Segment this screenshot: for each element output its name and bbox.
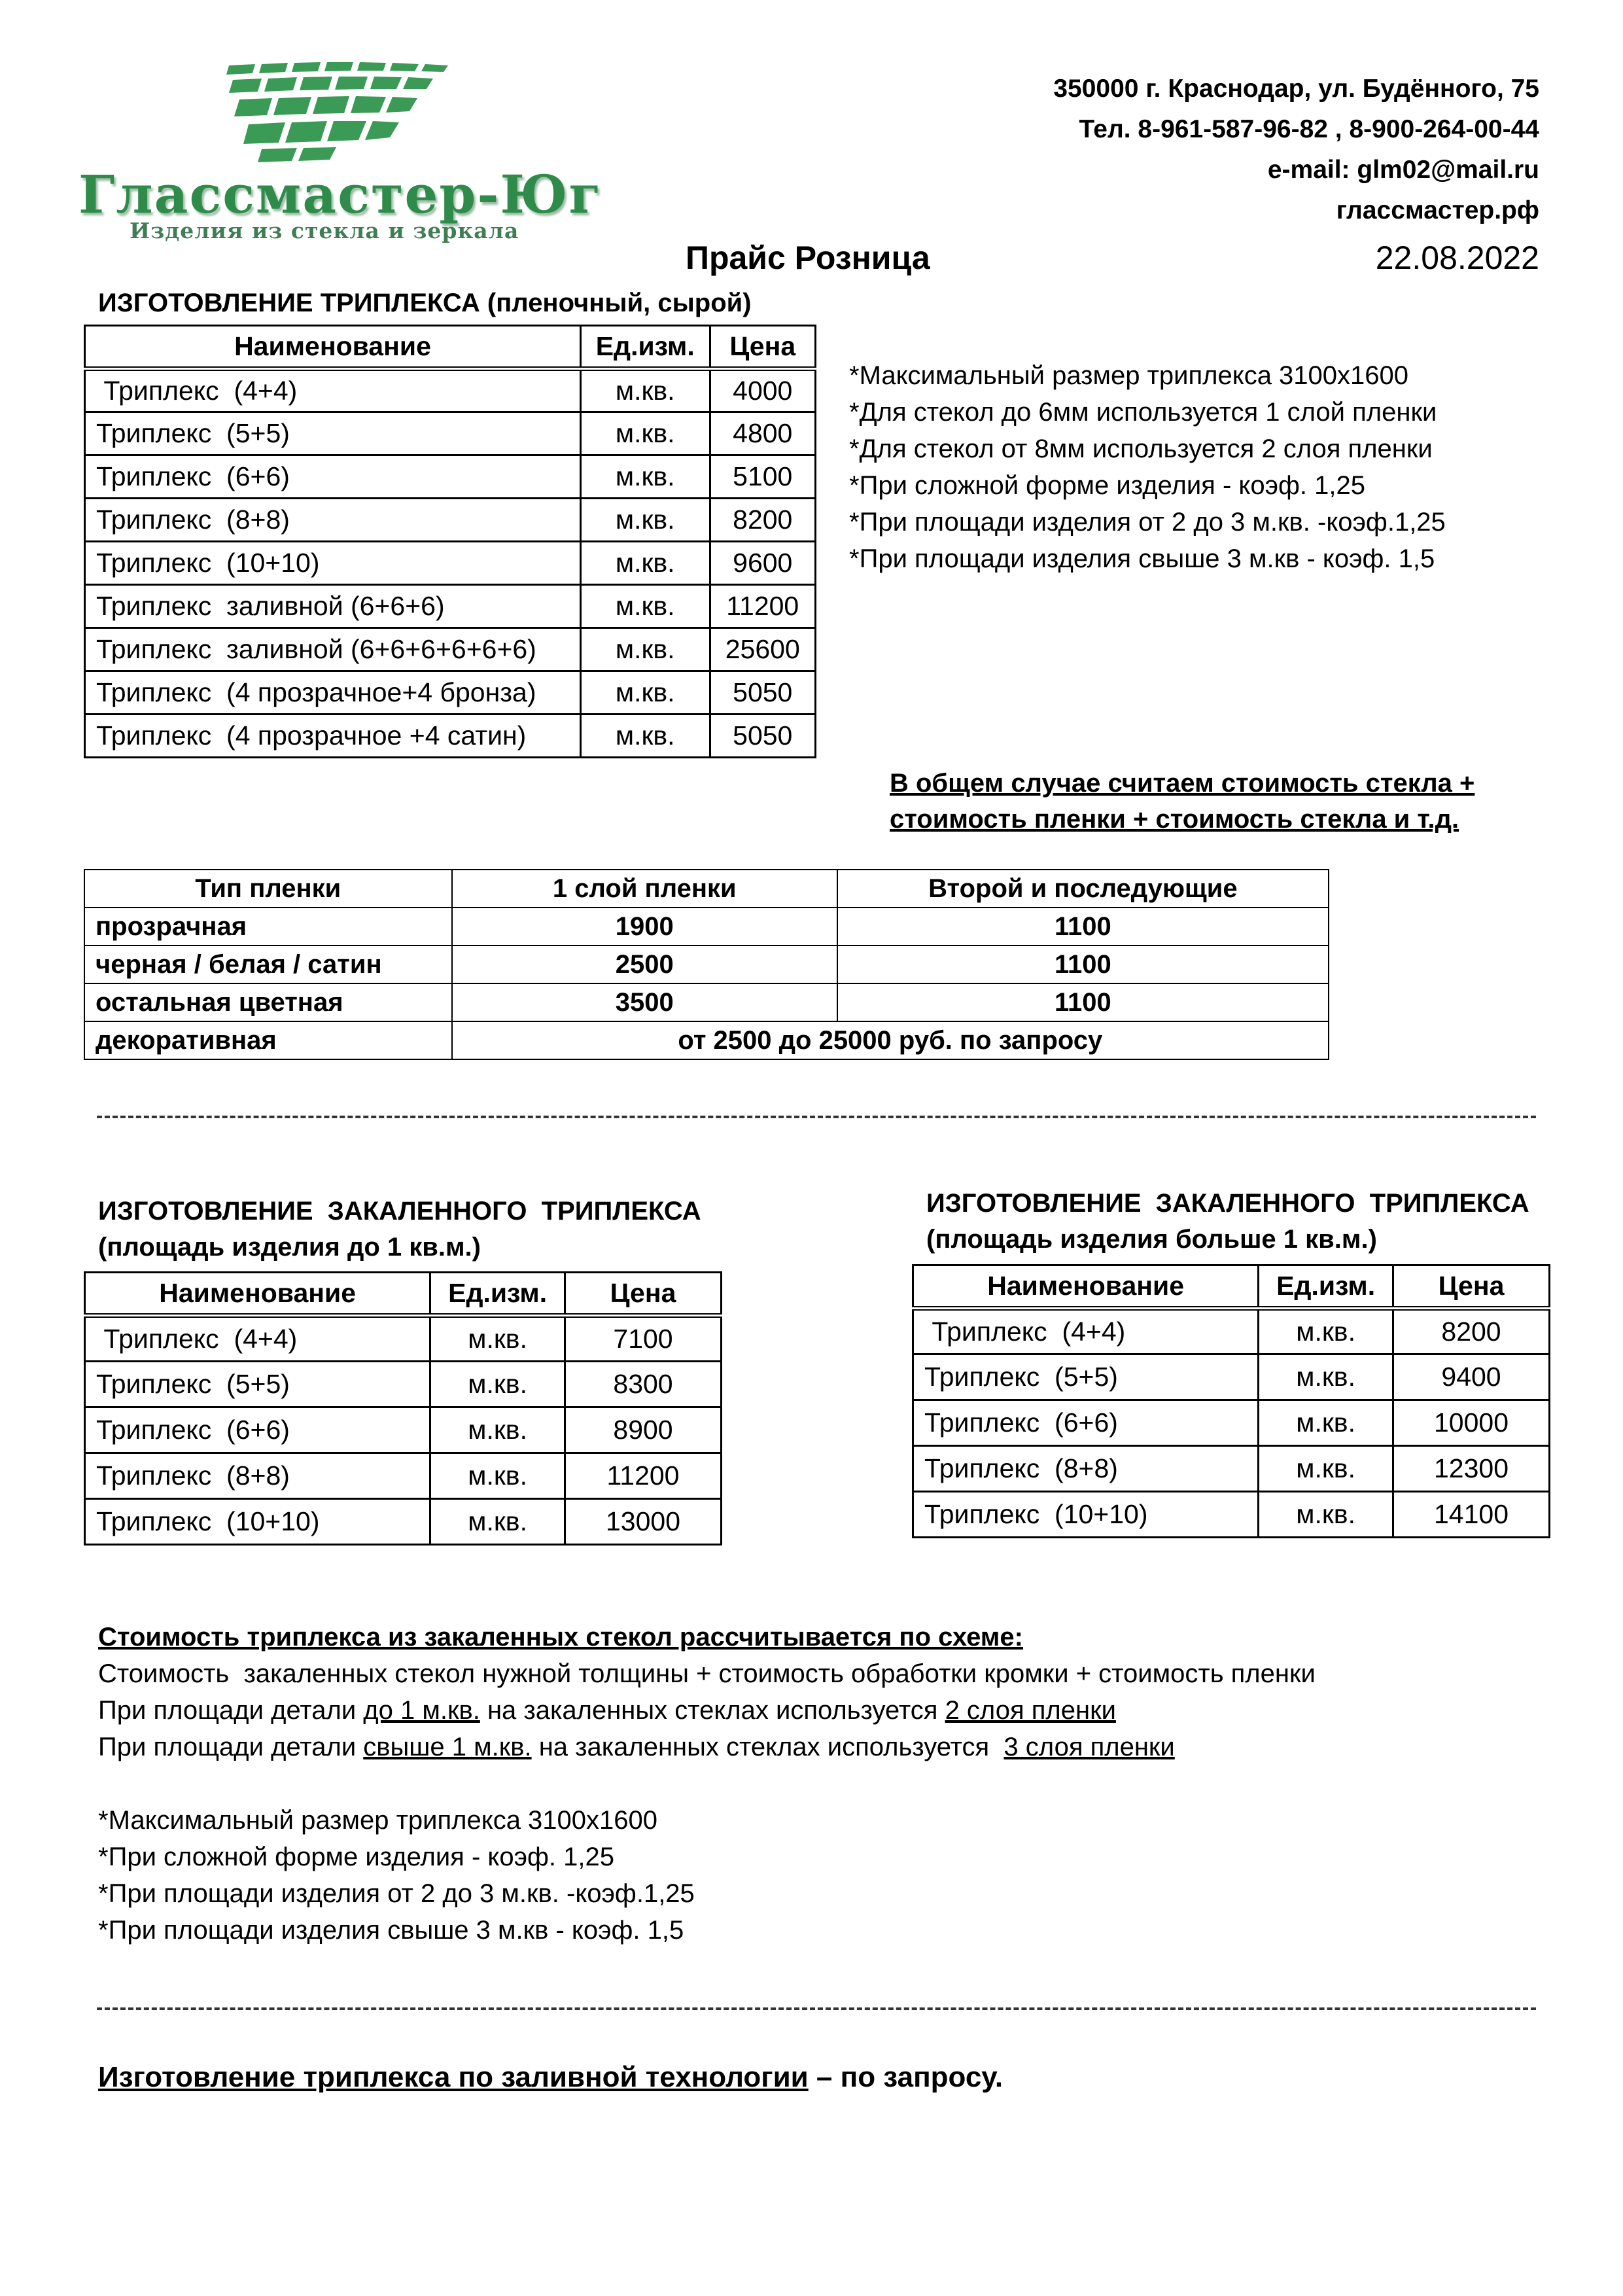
product-name: Триплекс (10+10) [85, 1499, 430, 1545]
product-name: Триплекс (5+5) [85, 1362, 430, 1407]
unit: м.кв. [580, 715, 710, 758]
phone: Тел. 8-961-587-96-82 , 8-900-264-00-44 [1079, 115, 1539, 143]
product-name: Триплекс (4 прозрачное+4 бронза) [85, 671, 581, 715]
text-span: на закаленных стеклах используется [480, 1696, 945, 1725]
product-name: Триплекс (8+8) [85, 1453, 430, 1499]
scheme-line: Стоимость закаленных стекол нужной толщины + стоимость обработки кромки + стоимость пленки [98, 1659, 1316, 1688]
text-span: свыше 1 м.кв. [363, 1733, 532, 1761]
unit: м.кв. [580, 585, 710, 628]
note: *При сложной форме изделия - коэф. 1,25 [98, 1843, 614, 1871]
table-row [85, 671, 816, 715]
product-name: Триплекс (4 прозрачное +4 сатин) [85, 715, 581, 758]
unit: м.кв. [1259, 1354, 1393, 1400]
email[interactable]: e-mail: glm02@mail.ru [1267, 156, 1539, 184]
product-name: Триплекс (10+10) [85, 542, 581, 585]
product-name: Триплекс (6+6) [85, 1407, 430, 1453]
tempered-large-title [926, 1186, 1529, 1258]
scheme-line [98, 1729, 1316, 1765]
first-layer-price: 1900 [452, 908, 837, 945]
section-title-line: (площадь изделия больше 1 кв.м.) [926, 1225, 1377, 1254]
table-row [85, 412, 816, 455]
price: 8900 [565, 1407, 722, 1453]
price: 12300 [1393, 1446, 1550, 1492]
column-header: Наименование [85, 326, 581, 369]
decor-price: от 2500 до 25000 руб. по запросу [452, 1021, 1329, 1059]
text-span: до 1 м.кв. [363, 1696, 480, 1725]
price: 7100 [565, 1316, 722, 1362]
price: 11200 [710, 585, 816, 628]
next-layer-price: 1100 [837, 983, 1329, 1021]
text-span: При площади детали [98, 1696, 364, 1725]
unit: м.кв. [1259, 1400, 1393, 1446]
text-span: 2 слоя пленки [945, 1696, 1116, 1725]
tempered-large-table [912, 1264, 1550, 1538]
price: 4000 [710, 369, 816, 412]
unit: м.кв. [430, 1499, 565, 1545]
column-header: Наименование [85, 1273, 430, 1316]
film-type: декоративная [84, 1021, 452, 1059]
section-divider [97, 2007, 1536, 2010]
product-name: Триплекс (4+4) [85, 1316, 430, 1362]
column-header: Цена [1393, 1265, 1550, 1309]
price: 5050 [710, 671, 816, 715]
table-row [85, 369, 816, 412]
scheme-block [98, 1619, 1316, 1765]
first-layer-price: 3500 [452, 983, 837, 1021]
table-row [84, 908, 1329, 945]
product-name: Триплекс (6+6) [913, 1400, 1259, 1446]
unit: м.кв. [580, 542, 710, 585]
table-row [913, 1400, 1550, 1446]
tempered-small-title [98, 1193, 701, 1265]
table-header-row [84, 870, 1329, 908]
price: 9400 [1393, 1354, 1550, 1400]
note: *При площади изделия от 2 до 3 м.кв. -коэф.1,25 [98, 1879, 695, 1908]
note: *При площади изделия свыше 3 м.кв - коэф. 1,5 [98, 1916, 684, 1945]
column-header: Цена [710, 326, 816, 369]
film-triplex-notes [849, 357, 1446, 577]
unit: м.кв. [580, 628, 710, 671]
unit: м.кв. [430, 1316, 565, 1362]
table-row [85, 542, 816, 585]
film-triplex-table [84, 325, 816, 758]
note: *Для стекол от 8мм используется 2 слоя пленки [849, 434, 1433, 463]
column-header: Ед.изм. [1259, 1265, 1393, 1309]
product-name: Триплекс (4+4) [85, 369, 581, 412]
unit: м.кв. [1259, 1492, 1393, 1538]
table-row [913, 1354, 1550, 1400]
general-calculation-note [890, 766, 1475, 838]
table-header-row [85, 326, 816, 369]
table-row [85, 499, 816, 542]
column-header: Второй и последующие [837, 870, 1329, 908]
table-row [913, 1492, 1550, 1538]
film-triplex-title: ИЗГОТОВЛЕНИЕ ТРИПЛЕКСА (пленочный, сырой) [98, 289, 752, 317]
unit: м.кв. [1259, 1446, 1393, 1492]
price: 5050 [710, 715, 816, 758]
column-header: 1 слой пленки [452, 870, 837, 908]
table-row [85, 455, 816, 499]
product-name: Триплекс (5+5) [913, 1354, 1259, 1400]
table-header-row [85, 1273, 722, 1316]
address: 350000 г. Краснодар, ул. Будённого, 75 [1053, 75, 1539, 103]
price: 4800 [710, 412, 816, 455]
contacts-block [1053, 69, 1539, 231]
unit: м.кв. [1259, 1309, 1393, 1354]
page-title: Прайс Розница [686, 239, 930, 276]
table-row [84, 945, 1329, 983]
table-row [84, 983, 1329, 1021]
table-row [84, 1021, 1329, 1059]
section-divider [97, 1116, 1536, 1118]
table-header-row [913, 1265, 1550, 1309]
price: 11200 [565, 1453, 722, 1499]
unit: м.кв. [580, 671, 710, 715]
note: *При площади изделия от 2 до 3 м.кв. -коэф.1,25 [849, 508, 1446, 537]
price: 10000 [1393, 1400, 1550, 1446]
text-span: на закаленных стеклах используется [531, 1733, 1004, 1761]
scheme-notes [98, 1802, 695, 1949]
next-layer-price: 1100 [837, 945, 1329, 983]
film-type: остальная цветная [84, 983, 452, 1021]
product-name: Триплекс (4+4) [913, 1309, 1259, 1354]
section-title-line: (площадь изделия до 1 кв.м.) [98, 1233, 481, 1262]
price: 13000 [565, 1499, 722, 1545]
unit: м.кв. [430, 1407, 565, 1453]
price: 25600 [710, 628, 816, 671]
price: 5100 [710, 455, 816, 499]
glass-tiles-icon [72, 59, 589, 164]
text-span: 3 слоя пленки [1003, 1733, 1175, 1761]
film-types-table [84, 869, 1329, 1060]
document-date: 22.08.2022 [1375, 239, 1539, 276]
column-header: Ед.изм. [430, 1273, 565, 1316]
price: 14100 [1393, 1492, 1550, 1538]
unit: м.кв. [430, 1453, 565, 1499]
product-name: Триплекс (8+8) [85, 499, 581, 542]
table-row [85, 1316, 722, 1362]
film-type: черная / белая / сатин [84, 945, 452, 983]
table-row [85, 715, 816, 758]
general-note-line: В общем случае считаем стоимость стекла + [890, 769, 1475, 798]
scheme-heading: Стоимость триплекса из закаленных стекол рассчитывается по схеме: [98, 1623, 1023, 1651]
table-row [85, 1407, 722, 1453]
table-row [85, 628, 816, 671]
price: 9600 [710, 542, 816, 585]
product-name: Триплекс (10+10) [913, 1492, 1259, 1538]
tempered-small-table [84, 1271, 722, 1545]
next-layer-price: 1100 [837, 908, 1329, 945]
column-header: Цена [565, 1273, 722, 1316]
logo-tagline: Изделия из стекла и зеркала [130, 218, 519, 243]
column-header: Наименование [913, 1265, 1259, 1309]
note: *Максимальный размер триплекса 3100x1600 [98, 1806, 658, 1835]
first-layer-price: 2500 [452, 945, 837, 983]
film-type: прозрачная [84, 908, 452, 945]
column-header: Тип пленки [84, 870, 452, 908]
company-logo [72, 59, 602, 249]
table-row [85, 1499, 722, 1545]
unit: м.кв. [580, 455, 710, 499]
note: *При площади изделия свыше 3 м.кв - коэф. 1,5 [849, 544, 1435, 573]
table-row [913, 1309, 1550, 1354]
price: 8200 [1393, 1309, 1550, 1354]
product-name: Триплекс (6+6) [85, 455, 581, 499]
footer-rest: – по запросу. [808, 2061, 1003, 2093]
table-row [913, 1446, 1550, 1492]
section-title-line: ИЗГОТОВЛЕНИЕ ЗАКАЛЕННОГО ТРИПЛЕКСА [926, 1189, 1529, 1218]
price: 8200 [710, 499, 816, 542]
general-note-line: стоимость пленки + стоимость стекла и т.д. [890, 805, 1459, 834]
product-name: Триплекс заливной (6+6+6) [85, 585, 581, 628]
unit: м.кв. [580, 369, 710, 412]
footer-underlined: Изготовление триплекса по заливной технологии [98, 2061, 809, 2093]
text-span: При площади детали [98, 1733, 364, 1761]
product-name: Триплекс (8+8) [913, 1446, 1259, 1492]
product-name: Триплекс (5+5) [85, 412, 581, 455]
unit: м.кв. [430, 1362, 565, 1407]
section-title-line: ИЗГОТОВЛЕНИЕ ЗАКАЛЕННОГО ТРИПЛЕКСА [98, 1197, 701, 1226]
unit: м.кв. [580, 499, 710, 542]
note: *Для стекол до 6мм используется 1 слой пленки [849, 398, 1437, 427]
footer-note [98, 2061, 1003, 2094]
price: 8300 [565, 1362, 722, 1407]
unit: м.кв. [580, 412, 710, 455]
scheme-line [98, 1692, 1316, 1729]
column-header: Ед.изм. [580, 326, 710, 369]
product-name: Триплекс заливной (6+6+6+6+6+6) [85, 628, 581, 671]
table-row [85, 1453, 722, 1499]
website[interactable]: глассмастер.рф [1336, 196, 1539, 224]
note: *При сложной форме изделия - коэф. 1,25 [849, 471, 1365, 500]
table-row [85, 1362, 722, 1407]
logo-name: Глассмастер-Юг [79, 164, 602, 225]
table-row [85, 585, 816, 628]
note: *Максимальный размер триплекса 3100x1600 [849, 361, 1409, 390]
